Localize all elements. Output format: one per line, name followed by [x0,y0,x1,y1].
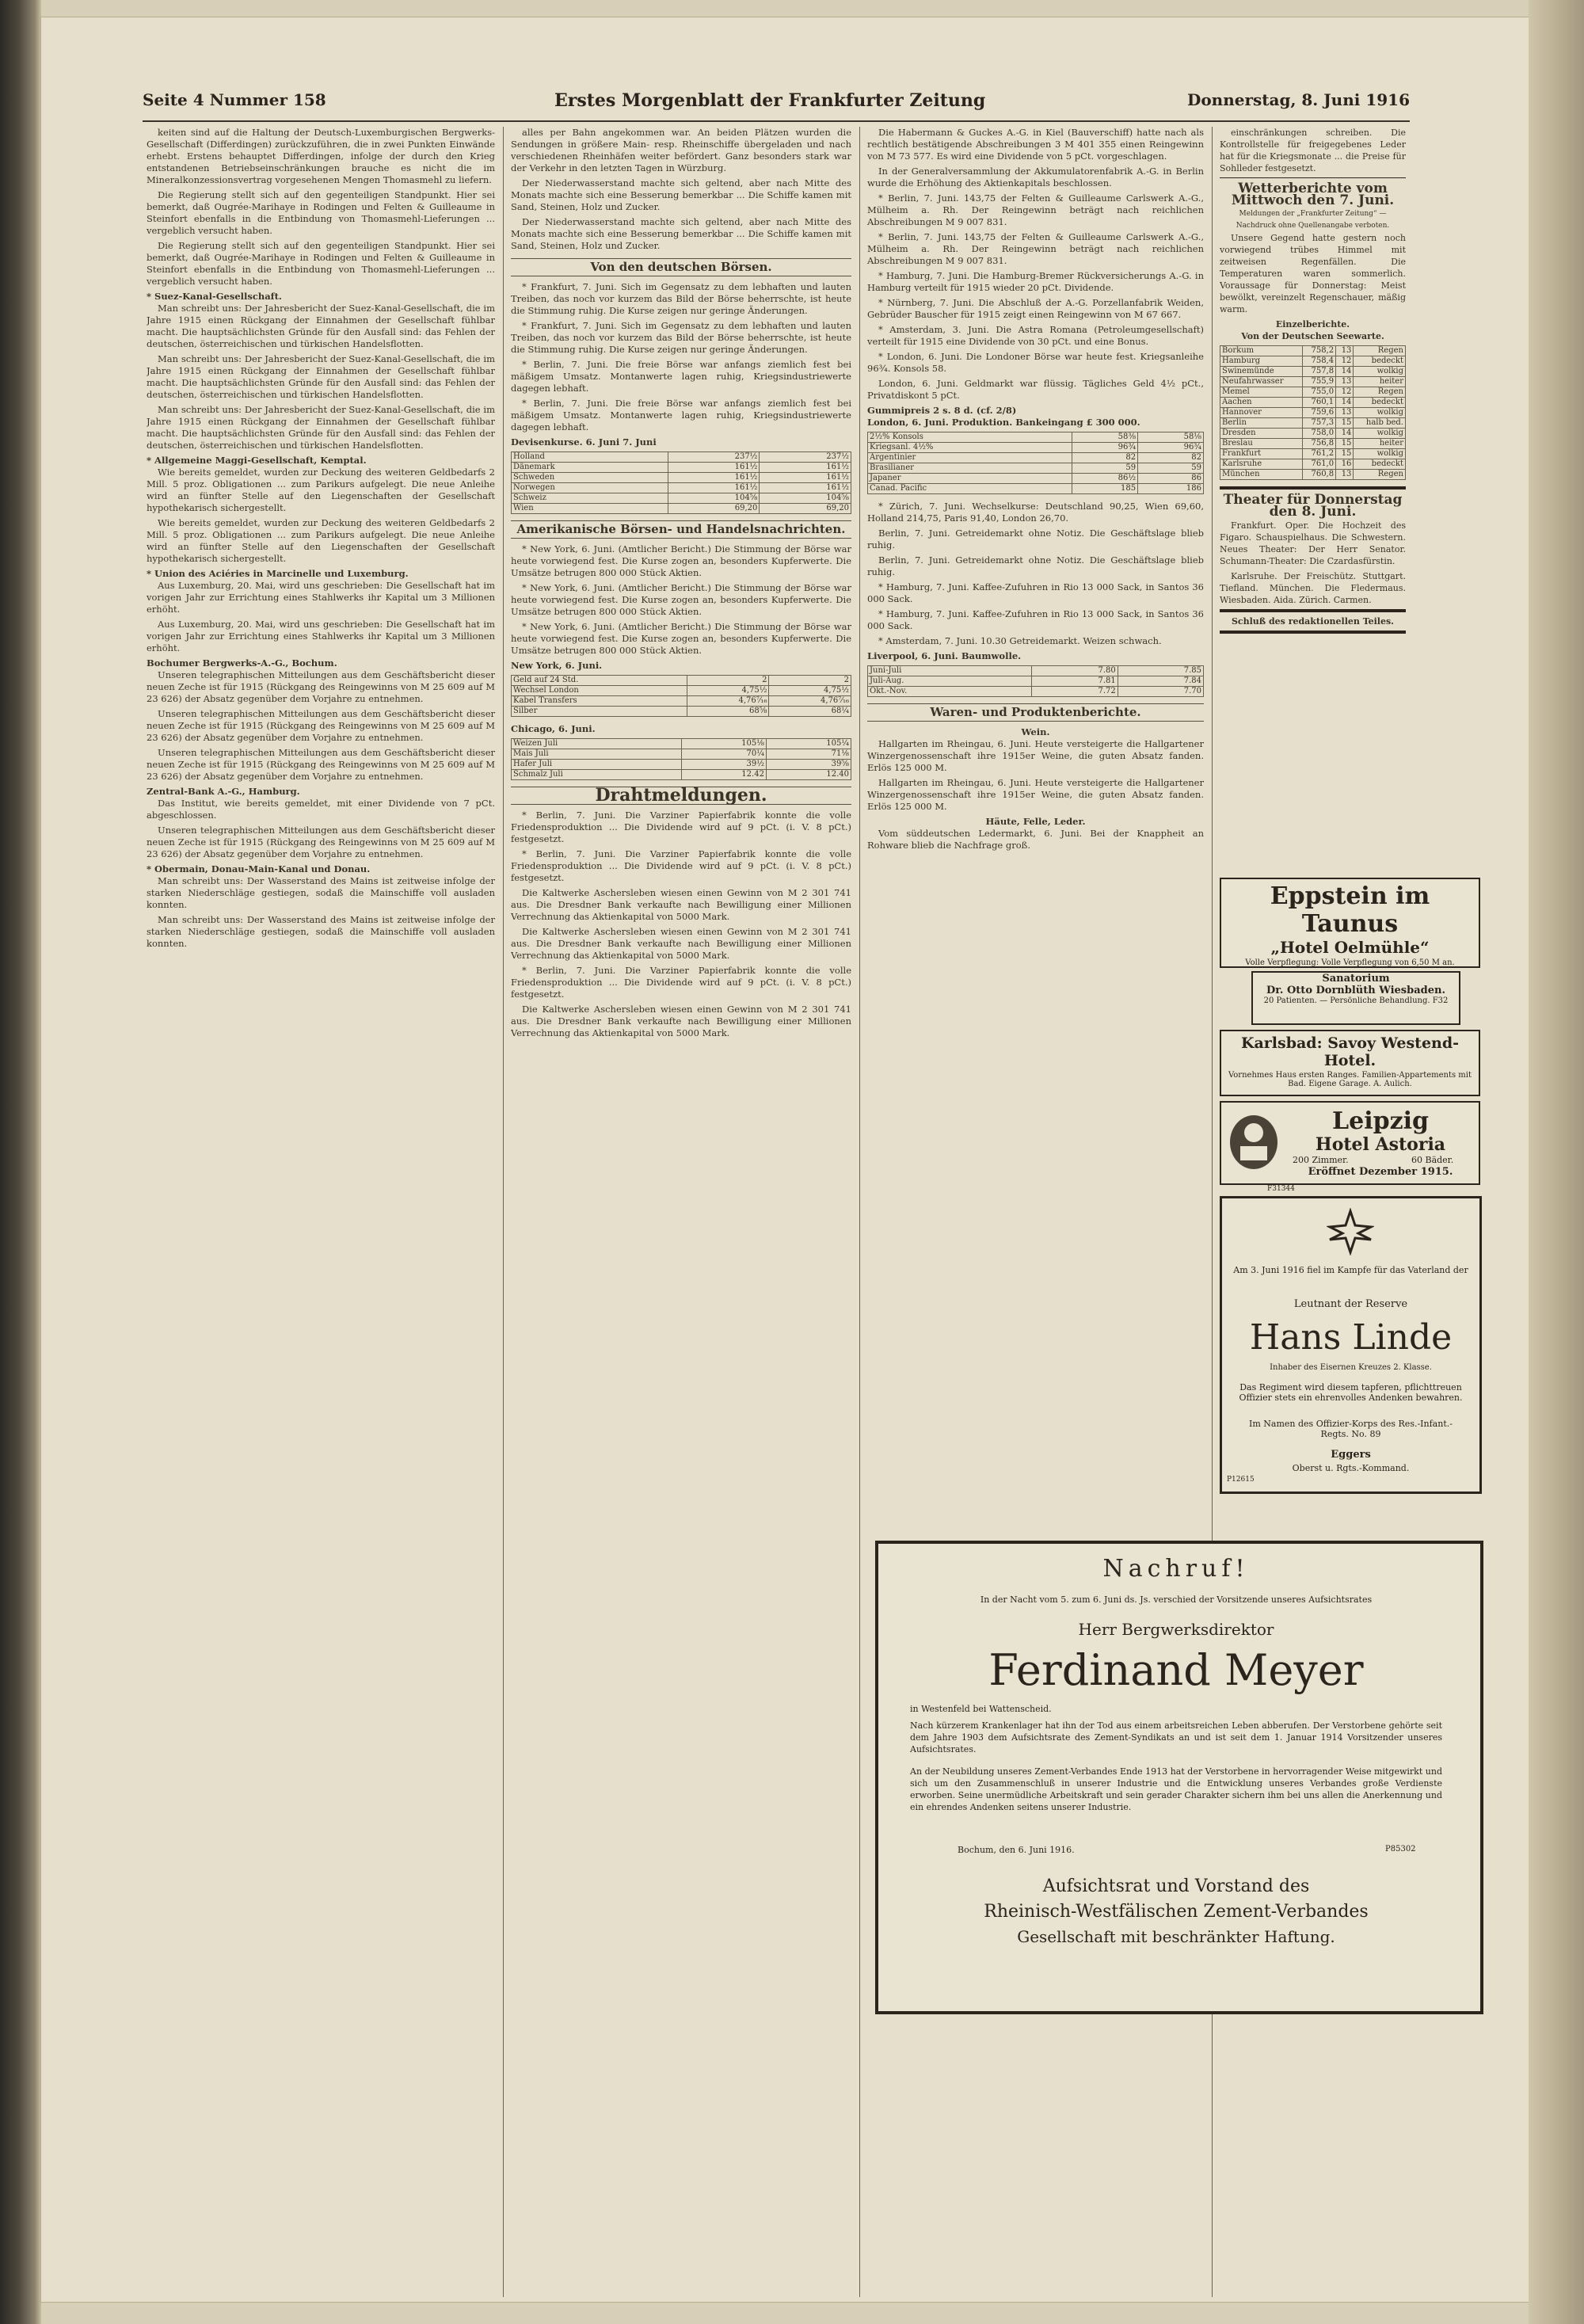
article-text: Die Habermann & Guckes A.-G. in Kiel (Bauverschiff) hatte nach als rechtlich bestätigende Abschreibungen 3 M 401 355 einen Reingewinn von M 73 577. Es wird eine Dividende von 5 pCt. vorgeschlagen. [867,127,1204,162]
ad-sanatorium [1251,971,1460,1025]
table-row: Juni-Juli 7.80 7.85 [868,666,1204,676]
table-row: Aachen 760,1 14 bedeckt [1220,398,1406,408]
weather-text: Unsere Gegend hatte gestern noch vorwiegend trübes Himmel mit zeitweisen Regenfällen. Die Temperaturen waren sommerlich. Voraussage für Donnerstag: Meist bewölkt, vereinzelt Regenschauer, mäßig warm. [1220,233,1406,314]
obituary-name: Hans Linde [1249,1317,1453,1358]
theater-listing: Karlsruhe. Der Freischütz. Stuttgart. Tiefland. München. Die Fledermaus. Wiesbaden. Aida. Zürich. Carmen. [1220,571,1406,605]
table-row: Canad. Pacific 185 186 [868,484,1204,494]
ad-title: Leipzig [1332,1107,1429,1135]
article-text: * New York, 6. Juni. (Amtlicher Bericht.) Die Stimmung der Börse war heute vorwiegend fest. Die Kurse zogen an, besonders Kupferwerte. Die Umsätze betrugen 800 000 Stück Aktien. [511,582,851,617]
article-text: alles per Bahn angekommen war. An beiden Plätzen wurden die Sendungen in größere Main- resp. Rheinschiffe übergeladen und nach verschiedenen Rheinhäfen weiter befördert. Ganz besonders stark war der Verkehr in den letzten Tagen in Würzburg. [511,127,851,173]
table-row: Swinemünde 757,8 14 wolkig [1220,367,1406,377]
article-text: * Berlin, 7. Juni. Die Varziner Papierfabrik konnte die volle Friedensproduktion ... Die Dividende wird auf 9 pCt. (i. V. 8 pCt.) festgesetzt. [511,810,851,844]
table-row: Schmalz Juli 12.42 12.40 [512,770,851,780]
weather-table [1220,345,1406,480]
obituary-hans-linde [1220,1196,1482,1494]
table-row: Hannover 759,6 13 wolkig [1220,408,1406,418]
obituary-rank: Leutnant der Reserve [1293,1298,1408,1310]
table-row: Breslau 756,8 15 heiter [1220,439,1406,449]
liverpool-table [867,665,1204,697]
column-4 [1220,127,1406,1117]
table-row: Borkum 758,2 13 Regen [1220,346,1406,356]
table-row: Argentinier 82 82 [868,453,1204,463]
table-title: Gummipreis 2 s. 8 d. (cf. 2/8) [867,405,1017,416]
article-text: * London, 6. Juni. Die Londoner Börse war heute fest. Kriegsanleihe 96¾. Konsols 58. [867,351,1204,374]
article-text: * Berlin, 7. Juni. Die Varziner Papierfabrik konnte die volle Friedensproduktion ... Die Dividende wird auf 9 pCt. (i. V. 8 pCt.) festgesetzt. [511,965,851,1000]
ad-code: P12615 [1227,1476,1255,1484]
book-binding [0,0,41,2324]
new-york-table [511,675,851,717]
obituary-ferdinand-meyer [875,1541,1483,2014]
ad-text: Vornehmes Haus ersten Ranges. Familien-Appartements mit Bad. Eigene Garage. A. Aulich. [1228,1071,1472,1088]
ad-text: 60 Bäder. [1411,1155,1454,1165]
obituary-place: in Westenfeld bei Wattenscheid. [910,1704,1052,1714]
ad-title: Sanatorium [1322,973,1390,985]
table-row: Wechsel London 4,75½ 4,75½ [512,686,851,696]
ad-code: P85302 [1385,1845,1416,1853]
column-2 [511,127,851,2305]
rule [1220,631,1406,634]
subsection-heading: Häute, Felle, Leder. [985,816,1086,827]
ad-text: Volle Verpflegung: Volle Verpflegung von 6,50 M an. [1245,958,1455,967]
table-row: Schweiz 104⅝ 104⅝ [512,493,851,504]
article-text: Unseren telegraphischen Mitteilungen aus dem Geschäftsbericht dieser neuen Zeche ist für 1915 (Rückgang des Reingewinns von M 25 609 auf M 23 626) der Absatz gegenüber dem Vorjahre zu entnehmen. [147,669,495,704]
section-heading: Zentral-Bank A.-G., Hamburg. [147,786,300,797]
london-table [867,432,1204,494]
article-text: Die Kaltwerke Aschersleben wiesen einen Gewinn von M 2 301 741 aus. Die Dresdner Bank verkaufte nach Bewilligung einer Millionen Verrechnung das Aktienkapital von 5000 Mark. [511,926,851,961]
column-1 [147,127,495,2305]
iron-cross-icon [1327,1208,1374,1255]
rule [1220,177,1406,178]
article-text: Vom süddeutschen Ledermarkt, 6. Juni. Bei der Knappheit an Rohware blieb die Nachfrage groß. [867,828,1204,851]
chicago-table [511,738,851,780]
ad-subtitle: „Hotel Oelmühle“ [1270,938,1430,957]
obituary-title: Nachruf! [1102,1555,1250,1583]
page-edge [1529,0,1584,2324]
theater-heading: Theater für Donnerstag den 8. Juni. [1223,492,1403,520]
article-text: * Amsterdam, 3. Juni. Die Astra Romana (Petroleumgesellschaft) verteilt für 1915 eine Dividende von 30 pCt. und eine Bonus. [867,324,1204,347]
obituary-role: Herr Bergwerksdirektor [1078,1620,1274,1639]
article-text: Aus Luxemburg, 20. Mai, wird uns geschrieben: Die Gesellschaft hat im vorigen Jahr zur Errichtung eines Stahlwerks ihr Kapital um 3 Millionen erhöht. [147,619,495,653]
article-text: Unseren telegraphischen Mitteilungen aus dem Geschäftsbericht dieser neuen Zeche ist für 1915 (Rückgang des Reingewinns von M 25 609 auf M 23 626) der Absatz gegenüber dem Vorjahre zu entnehmen. [147,825,495,859]
obituary-date: Bochum, den 6. Juni 1916. [958,1845,1075,1855]
weather-heading: Wetterberichte vom Mittwoch den 7. Juni. [1231,181,1395,208]
section-heading: * Allgemeine Maggi-Gesellschaft, Kemptal. [147,455,367,466]
obituary-signer: Rheinisch-Westfälischen Zement-Verbandes [984,1902,1369,1922]
section-heading: Von den deutschen Börsen. [511,258,851,276]
ad-eppstein [1220,878,1480,968]
article-text: Unseren telegraphischen Mitteilungen aus dem Geschäftsbericht dieser neuen Zeche ist für 1915 (Rückgang des Reingewinns von M 25 609 auf M 23 626) der Absatz gegenüber dem Vorjahre zu entnehmen. [147,747,495,782]
article-text: Man schreibt uns: Der Jahresbericht der Suez-Kanal-Gesellschaft, die im Jahre 1915 einen Rückgang der Einnahmen der Gesellschaft fühlbar macht. Die hauptsächlichsten Gründe für den Ausfall sind: das Fehlen der deutschen, österreichischen und türkischen Handelsflotten. [147,353,495,400]
ad-text: 20 Patienten. — Persönliche Behandlung. F32 [1263,996,1449,1005]
article-text: Die Kaltwerke Aschersleben wiesen einen Gewinn von M 2 301 741 aus. Die Dresdner Bank verkaufte nach Bewilligung einer Millionen Verrechnung das Aktienkapital von 5000 Mark. [511,1004,851,1038]
table-row: Geld auf 24 Std. 2 2 [512,676,851,686]
obituary-name: Ferdinand Meyer [988,1645,1364,1695]
article-text: Man schreibt uns: Der Wasserstand des Mains ist zeitweise infolge der starken Niederschläge gestiegen, sodaß die Mainschiffe voll ausladen konnten. [147,875,495,910]
table-row: Holland 237½ 237½ [512,452,851,463]
table-title: Liverpool, 6. Juni. Baumwolle. [867,650,1022,661]
theater-listing: Frankfurt. Oper. Die Hochzeit des Figaro. Schauspielhaus. Die Schwestern. Neues Theater: Der Herr Senator. Schumann-Theater: Die Czardasfürstin. [1220,520,1406,566]
section-heading: * Union des Aciéries in Marcinelle und Luxemburg. [147,568,409,579]
table-row: Dänemark 161½ 161½ [512,463,851,473]
article-text: * Berlin, 7. Juni. 143,75 der Felten & Guilleaume Carlswerk A.-G., Mülheim a. Rh. Der Reingewinn beträgt nach reichlichen Abschreibungen M 9 007 831. [867,231,1204,266]
section-heading: Drahtmeldungen. [511,787,851,805]
section-heading: Waren- und Produktenberichte. [867,703,1204,722]
article-text: keiten sind auf die Haltung der Deutsch-Luxemburgischen Bergwerks-Gesellschaft (Differdingen) zurückzuführen, die in zwei Punkten Einwände erhebt. Erstens behauptet Differdingen, infolge der durch den Krieg entstandenen Betriebseinschränkungen brauche es nicht die im Mineralkonzessionsvertrag vorgesehenen Mengen Thomasmehl zu liefern. [147,127,495,185]
article-text: * Berlin, 7. Juni. 143,75 der Felten & Guilleaume Carlswerk A.-G., Mülheim a. Rh. Der Reingewinn beträgt nach reichlichen Abschreibungen M 9 007 831. [867,192,1204,227]
table-row: Norwegen 161½ 161½ [512,483,851,493]
ad-title: Eppstein im Taunus [1270,882,1430,938]
article-text: * Hamburg, 7. Juni. Kaffee-Zufuhren in Rio 13 000 Sack, in Santos 36 000 Sack. [867,581,1204,604]
table-title: Chicago, 6. Juni. [511,723,596,734]
table-row: Berlin 757,3 15 halb bed. [1220,418,1406,429]
article-text: Wie bereits gemeldet, wurden zur Deckung des weiteren Geldbedarfs 2 Mill. 5 proz. Obligationen ... zum Parikurs aufgelegt. Die neue Anleihe wird an fünfter Stelle auf den Liegenschaften der Gesellschaft hypothekarisch sichergestellt. [147,467,495,513]
article-text: Der Niederwasserstand machte sich geltend, aber nach Mitte des Monats machte sich eine Besserung bemerkbar ... Die Schiffe kamen mit Sand, Steinen, Holz und Zucker. [511,216,851,251]
subsection-heading: Wein. [1021,726,1050,737]
issue-date: Donnerstag, 8. Juni 1916 [1186,90,1410,109]
table-row: Frankfurt 761,2 15 wolkig [1220,449,1406,459]
obituary-signer: Gesellschaft mit beschränkter Haftung. [1017,1927,1335,1946]
table-row: Neufahrwasser 755,9 13 heiter [1220,377,1406,387]
column-rule [503,127,504,2297]
ad-text: Eröffnet Dezember 1915. [1308,1166,1453,1178]
table-row: Dresden 758,0 14 wolkig [1220,429,1406,439]
article-text: In der Generalversammlung der Akkumulatorenfabrik A.-G. in Berlin wurde die Erhöhung des Aktienkapitals beschlossen. [867,166,1204,189]
article-text: Berlin, 7. Juni. Getreidemarkt ohne Notiz. Die Geschäftslage blieb ruhig. [867,554,1204,577]
page-number: Seite 4 Nummer 158 [143,90,326,109]
weather-subheading: Einzelberichte. [1275,319,1350,330]
article-text: * Hamburg, 7. Juni. Kaffee-Zufuhren in Rio 13 000 Sack, in Santos 36 000 Sack. [867,608,1204,631]
section-heading: Bochumer Bergwerks-A.-G., Bochum. [147,657,337,669]
article-text: einschränkungen schreiben. Die Kontrollstelle für freigegebenes Leder hat für die Kriegsmonate ... die Preise für Sohlleder festgesetzt. [1220,128,1406,173]
table-row: 2½% Konsols 58⅜ 58⅛ [868,432,1204,443]
article-text: Die Regierung stellt sich auf den gegenteiligen Standpunkt. Hier sei bemerkt, daß Ougrée-Marihaye in Rodingen und Felten & Guilleaume in Steinfort ebenfalls in die Entbindung von Thomasmehl-Lieferungen ... vergeblich versucht haben. [147,240,495,287]
table-row: Juli-Aug. 7.81 7.84 [868,676,1204,687]
article-text: Wie bereits gemeldet, wurden zur Deckung des weiteren Geldbedarfs 2 Mill. 5 proz. Obligationen ... zum Parikurs aufgelegt. Die neue Anleihe wird an fünfter Stelle auf den Liegenschaften der Gesellschaft hypothekarisch sichergestellt. [147,517,495,564]
page-header [143,79,1410,122]
article-text: * Berlin, 7. Juni. Die freie Börse war anfangs ziemlich fest bei mäßigem Umsatz. Montanwerte lagen ruhig, Kriegsindustriewerte dagegen lebhaft. [511,359,851,394]
ad-code: F31344 [1267,1185,1295,1193]
table-row: Wien 69,20 69,20 [512,504,851,514]
article-text: Die Regierung stellt sich auf den gegenteiligen Standpunkt. Hier sei bemerkt, daß Ougrée-Marihaye in Rodingen und Felten & Guilleaume in Steinfort ebenfalls in die Entbindung von Thomasmehl-Lieferungen ... vergeblich versucht haben. [147,189,495,236]
article-text: Man schreibt uns: Der Jahresbericht der Suez-Kanal-Gesellschaft, die im Jahre 1915 einen Rückgang der Einnahmen der Gesellschaft fühlbar macht. Die hauptsächlichsten Gründe für den Ausfall sind: das Fehlen der deutschen, österreichischen und türkischen Handelsflotten. [147,404,495,451]
newspaper-title: Erstes Morgenblatt der Frankfurter Zeitung [554,90,986,111]
table-row: Silber 68⅝ 68¼ [512,707,851,717]
table-title: Devisenkurse. 6. Juni 7. Juni [511,436,657,448]
table-row: Brasilianer 59 59 [868,463,1204,474]
table-row: Schweden 161½ 161½ [512,473,851,483]
article-text: * Frankfurt, 7. Juni. Sich im Gegensatz zu dem lebhaften und lauten Treiben, das noch vor kurzem das Bild der Börse beherrschte, ist heute die Stimmung ruhig. Die Kurse zeigen nur geringe Änderungen. [511,320,851,355]
table-row: Kriegsanl. 4½% 96¾ 96¾ [868,443,1204,453]
article-text: * New York, 6. Juni. (Amtlicher Bericht.) Die Stimmung der Börse war heute vorwiegend fest. Die Kurse zogen an, besonders Kupferwerte. Die Umsätze betrugen 800 000 Stück Aktien. [511,621,851,656]
table-row: Okt.-Nov. 7.72 7.70 [868,687,1204,697]
article-text: Man schreibt uns: Der Wasserstand des Mains ist zeitweise infolge der starken Niederschläge gestiegen, sodaß die Mainschiffe voll ausladen konnten. [147,914,495,949]
lion-logo-icon [1226,1111,1281,1174]
obituary-text: Das Regiment wird diesem tapferen, pflichttreuen Offizier stets ein ehrenvolles Andenken bewahren. [1239,1382,1463,1403]
ad-subtitle: Hotel Astoria [1315,1134,1446,1155]
section-heading: * Suez-Kanal-Gesellschaft. [147,291,282,302]
obituary-intro: Am 3. Juni 1916 fiel im Kampfe für das Vaterland der [1233,1265,1468,1275]
weather-subheading: Meldungen der „Frankfurter Zeitung“ — Nachdruck ohne Quellenangabe verboten. [1236,210,1390,230]
ad-title: Karlsbad: Savoy Westend-Hotel. [1240,1034,1460,1069]
exchange-table [511,451,851,514]
table-row: Weizen Juli 105⅛ 105¼ [512,739,851,749]
column-rule [859,127,860,2297]
article-text: Aus Luxemburg, 20. Mai, wird uns geschrieben: Die Gesellschaft hat im vorigen Jahr zur Errichtung eines Stahlwerks ihr Kapital um 3 Millionen erhöht. [147,580,495,615]
obituary-award: Inhaber des Eisernen Kreuzes 2. Klasse. [1270,1363,1432,1372]
article-text: London, 6. Juni. Geldmarkt war flüssig. Tägliches Geld 4½ pCt., Privatdiskont 5 pCt. [867,378,1204,401]
article-text: * Amsterdam, 7. Juni. 10.30 Getreidemarkt. Weizen schwach. [878,635,1162,646]
table-row: Japaner 86½ 86 [868,474,1204,484]
article-text: * Zürich, 7. Juni. Wechselkurse: Deutschland 90,25, Wien 69,60, Holland 214,75, Paris 91,40, London 26,70. [867,501,1204,524]
article-text: Der Niederwasserstand machte sich geltend, aber nach Mitte des Monats machte sich eine Besserung bemerkbar ... Die Schiffe kamen mit Sand, Steinen, Holz und Zucker. [511,177,851,212]
table-title: New York, 6. Juni. [511,660,603,671]
ad-leipzig [1220,1101,1480,1185]
section-heading: * Obermain, Donau-Main-Kanal und Donau. [147,863,371,874]
obituary-signer-rank: Oberst u. Rgts.-Kommand. [1292,1463,1410,1473]
article-text: Man schreibt uns: Der Jahresbericht der Suez-Kanal-Gesellschaft, die im Jahre 1915 einen Rückgang der Einnahmen der Gesellschaft fühlbar macht. Die hauptsächlichsten Gründe für den Ausfall sind: das Fehlen der deutschen, österreichischen und türkischen Handelsflotten. [147,303,495,349]
table-row: Hafer Juli 39½ 39⅝ [512,760,851,770]
obituary-text: An der Neubildung unseres Zement-Verbandes Ende 1913 hat der Verstorbene in hervorragender Weise mitgewirkt und sich um den Zusammenschluß in unserer Industrie und die Entwicklung unseres Verbandes große Verdienste erworben. Seine unermüdliche Arbeitskraft und sein gerader Charakter sichern ihm bei uns allen die Anerkennung und ein ehrendes Andenken seitens unserer Industrie. [910,1766,1442,1812]
ad-karlsbad [1220,1030,1480,1096]
section-heading: Amerikanische Börsen- und Handelsnachrichten. [511,520,851,539]
rule [1220,609,1406,612]
ad-text: 200 Zimmer. [1293,1155,1349,1165]
table-row: Hamburg 758,4 12 bedeckt [1220,356,1406,367]
article-text: * Berlin, 7. Juni. Die freie Börse war anfangs ziemlich fest bei mäßigem Umsatz. Montanwerte lagen ruhig, Kriegsindustriewerte dagegen lebhaft. [511,398,851,432]
end-editorial-note: Schluß des redaktionellen Teiles. [1231,616,1395,627]
table-row: München 760,8 13 Regen [1220,470,1406,480]
article-text: * Berlin, 7. Juni. Die Varziner Papierfabrik konnte die volle Friedensproduktion ... Die Dividende wird auf 9 pCt. (i. V. 8 pCt.) festgesetzt. [511,848,851,883]
obituary-text: Nach kürzerem Krankenlager hat ihn der Tod aus einem arbeitsreichen Leben abberufen. Der Verstorbene gehörte seit dem Jahre 1903 dem Aufsichtsrate des Zement-Syndikats an und ist seit dem 1. Januar 1914 Vorsitzender unseres Aufsichtsrates. [910,1720,1442,1754]
obituary-signer: Eggers [1331,1449,1371,1461]
table-row: Kabel Transfers 4,76⁷⁄₁₆ 4,76⁷⁄₁₆ [512,696,851,707]
article-text: * New York, 6. Juni. (Amtlicher Bericht.) Die Stimmung der Börse war heute vorwiegend fest. Die Kurse zogen an, besonders Kupferwerte. Die Umsätze betrugen 800 000 Stück Aktien. [511,543,851,578]
ad-subtitle: Dr. Otto Dornblüth Wiesbaden. [1266,985,1445,996]
article-text: Die Kaltwerke Aschersleben wiesen einen Gewinn von M 2 301 741 aus. Die Dresdner Bank verkaufte nach Bewilligung einer Millionen Verrechnung das Aktienkapital von 5000 Mark. [511,887,851,922]
obituary-corps: Im Namen des Offizier-Korps des Res.-Infant.-Regts. No. 89 [1249,1419,1453,1439]
table-row: Karlsruhe 761,0 16 bedeckt [1220,459,1406,470]
article-text: * Frankfurt, 7. Juni. Sich im Gegensatz zu dem lebhaften und lauten Treiben, das noch vor kurzem das Bild der Börse beherrschte, ist heute die Stimmung ruhig. Die Kurse zeigen nur geringe Änderungen. [511,281,851,316]
obituary-intro: In der Nacht vom 5. zum 6. Juni ds. Js. verschied der Vorsitzende unseres Aufsichtsrates [980,1594,1373,1605]
article-text: Das Institut, wie bereits gemeldet, mit einer Dividende von 7 pCt. abgeschlossen. [147,798,495,821]
table-row: Mais Juli 70¼ 71⅛ [512,749,851,760]
article-text: Hallgarten im Rheingau, 6. Juni. Heute versteigerte die Hallgartener Winzergenossenschaft ihre 1915er Weine, die guten Absatz fanden. Erlös 125 000 M. [867,738,1204,773]
weather-subheading: Von der Deutschen Seewarte. [1241,331,1384,341]
table-row: Memel 755,0 12 Regen [1220,387,1406,398]
article-text: Unseren telegraphischen Mitteilungen aus dem Geschäftsbericht dieser neuen Zeche ist für 1915 (Rückgang des Reingewinns von M 25 609 auf M 23 626) der Absatz gegenüber dem Vorjahre zu entnehmen. [147,708,495,743]
article-text: * Hamburg, 7. Juni. Die Hamburg-Bremer Rückversicherungs A.-G. in Hamburg verteilt für 1915 wieder 20 pCt. Dividende. [867,270,1204,293]
article-text: Hallgarten im Rheingau, 6. Juni. Heute versteigerte die Hallgartener Winzergenossenschaft ihre 1915er Weine, die guten Absatz fanden. Erlös 125 000 M. [867,777,1204,812]
rule [1220,486,1406,490]
obituary-signer: Aufsichtsrat und Vorstand des [1042,1876,1310,1896]
table-title: London, 6. Juni. Produktion. Bankeingang £ 300 000. [867,417,1140,428]
article-text: Berlin, 7. Juni. Getreidemarkt ohne Notiz. Die Geschäftslage blieb ruhig. [867,528,1204,551]
article-text: * Nürnberg, 7. Juni. Die Abschluß der A.-G. Porzellanfabrik Weiden, Gebrüder Bauscher für 1915 zeigt einen Reingewinn von M 67 667. [867,297,1204,320]
